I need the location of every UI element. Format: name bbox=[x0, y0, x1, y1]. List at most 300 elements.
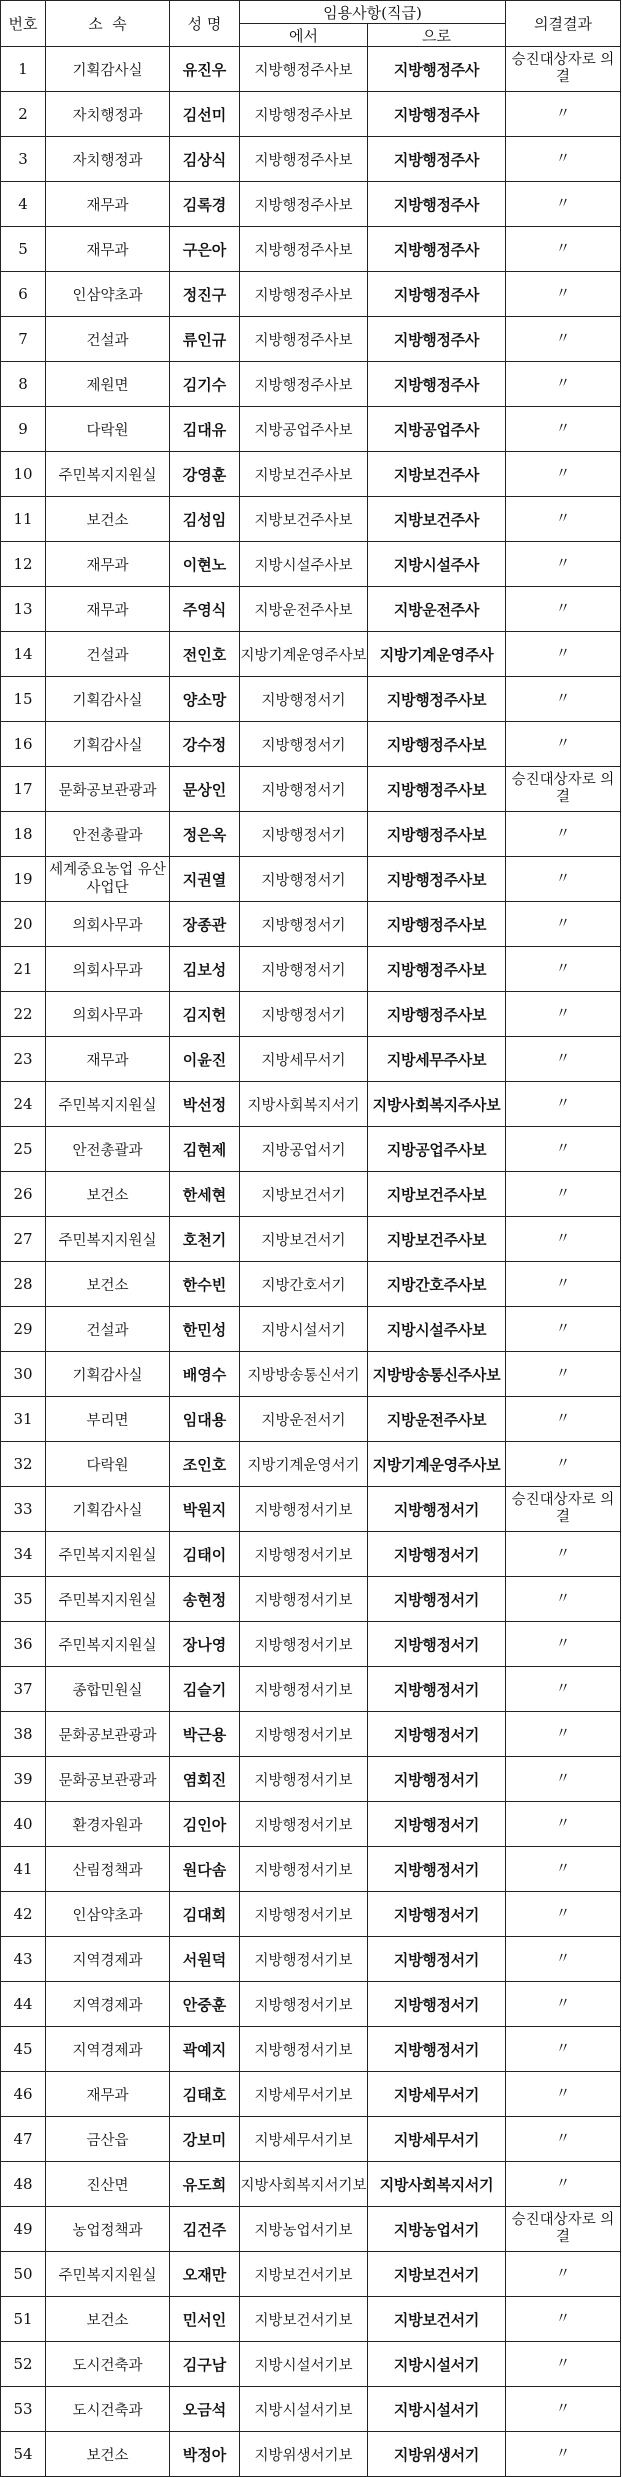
row-number: 49 bbox=[1, 2207, 46, 2252]
row-from-rank: 지방사회복지서기 bbox=[240, 1082, 368, 1127]
row-name: 강보미 bbox=[170, 2117, 240, 2162]
row-to-rank: 지방행정주사보 bbox=[368, 722, 506, 767]
row-result: 〃 bbox=[506, 902, 621, 947]
row-from-rank: 지방기계운영주사보 bbox=[240, 632, 368, 677]
row-department: 지역경제과 bbox=[46, 2027, 170, 2072]
row-result: 〃 bbox=[506, 1757, 621, 1802]
row-department: 주민복지지원실 bbox=[46, 452, 170, 497]
row-from-rank: 지방행정서기보 bbox=[240, 1757, 368, 1802]
row-department: 자치행정과 bbox=[46, 137, 170, 182]
row-result: 〃 bbox=[506, 272, 621, 317]
row-result: 〃 bbox=[506, 362, 621, 407]
row-result: 〃 bbox=[506, 227, 621, 272]
row-from-rank: 지방시설서기 bbox=[240, 1307, 368, 1352]
row-result: 〃 bbox=[506, 407, 621, 452]
row-department: 지역경제과 bbox=[46, 1982, 170, 2027]
row-number: 4 bbox=[1, 182, 46, 227]
row-from-rank: 지방공업주사보 bbox=[240, 407, 368, 452]
row-name: 한수빈 bbox=[170, 1262, 240, 1307]
row-from-rank: 지방기계운영서기 bbox=[240, 1442, 368, 1487]
row-name: 김구남 bbox=[170, 2342, 240, 2387]
row-department: 의회사무과 bbox=[46, 947, 170, 992]
row-from-rank: 지방운전서기 bbox=[240, 1397, 368, 1442]
row-number: 17 bbox=[1, 767, 46, 812]
row-from-rank: 지방행정서기보 bbox=[240, 1847, 368, 1892]
row-to-rank: 지방행정주사 bbox=[368, 362, 506, 407]
row-to-rank: 지방공업주사보 bbox=[368, 1127, 506, 1172]
row-from-rank: 지방세무서기보 bbox=[240, 2072, 368, 2117]
row-result: 〃 bbox=[506, 1037, 621, 1082]
row-to-rank: 지방행정서기 bbox=[368, 1577, 506, 1622]
row-to-rank: 지방행정서기 bbox=[368, 1712, 506, 1757]
row-from-rank: 지방행정주사보 bbox=[240, 137, 368, 182]
row-to-rank: 지방행정서기 bbox=[368, 1847, 506, 1892]
row-from-rank: 지방행정서기보 bbox=[240, 1487, 368, 1532]
row-department: 금산읍 bbox=[46, 2117, 170, 2162]
row-name: 김슬기 bbox=[170, 1667, 240, 1712]
row-to-rank: 지방보건주사 bbox=[368, 497, 506, 542]
row-name: 오재만 bbox=[170, 2252, 240, 2297]
row-department: 도시건축과 bbox=[46, 2342, 170, 2387]
row-number: 18 bbox=[1, 812, 46, 857]
row-to-rank: 지방보건서기 bbox=[368, 2252, 506, 2297]
table-row bbox=[1, 902, 621, 947]
row-to-rank: 지방보건주사보 bbox=[368, 1172, 506, 1217]
row-to-rank: 지방행정주사보 bbox=[368, 812, 506, 857]
row-department: 의회사무과 bbox=[46, 902, 170, 947]
row-department: 지역경제과 bbox=[46, 1937, 170, 1982]
table-row bbox=[1, 2252, 621, 2297]
row-department: 주민복지지원실 bbox=[46, 1532, 170, 1577]
row-name: 김태호 bbox=[170, 2072, 240, 2117]
table-row bbox=[1, 1082, 621, 1127]
row-name: 박선정 bbox=[170, 1082, 240, 1127]
row-number: 25 bbox=[1, 1127, 46, 1172]
row-result: 〃 bbox=[506, 2432, 621, 2477]
table-row bbox=[1, 1847, 621, 1892]
row-department: 재무과 bbox=[46, 542, 170, 587]
table-row bbox=[1, 1982, 621, 2027]
row-name: 송현정 bbox=[170, 1577, 240, 1622]
row-department: 농업정책과 bbox=[46, 2207, 170, 2252]
table-row bbox=[1, 812, 621, 857]
table-body bbox=[1, 47, 621, 2477]
row-name: 곽예지 bbox=[170, 2027, 240, 2072]
row-name: 구은아 bbox=[170, 227, 240, 272]
row-number: 23 bbox=[1, 1037, 46, 1082]
row-result: 승진대상자로 의결 bbox=[506, 767, 621, 812]
row-to-rank: 지방시설서기 bbox=[368, 2387, 506, 2432]
header-name: 성 명 bbox=[170, 1, 240, 47]
row-department: 부리면 bbox=[46, 1397, 170, 1442]
row-name: 김현제 bbox=[170, 1127, 240, 1172]
row-from-rank: 지방행정서기 bbox=[240, 857, 368, 902]
row-to-rank: 지방보건주사 bbox=[368, 452, 506, 497]
row-department: 문화공보관광과 bbox=[46, 767, 170, 812]
row-from-rank: 지방행정서기보 bbox=[240, 1667, 368, 1712]
table-row bbox=[1, 1487, 621, 1532]
row-result: 〃 bbox=[506, 1982, 621, 2027]
table-row bbox=[1, 857, 621, 902]
row-number: 8 bbox=[1, 362, 46, 407]
row-number: 11 bbox=[1, 497, 46, 542]
table-row bbox=[1, 2072, 621, 2117]
row-name: 김성임 bbox=[170, 497, 240, 542]
row-result: 〃 bbox=[506, 1307, 621, 1352]
row-from-rank: 지방행정주사보 bbox=[240, 182, 368, 227]
row-from-rank: 지방시설서기보 bbox=[240, 2342, 368, 2387]
row-to-rank: 지방세무서기 bbox=[368, 2117, 506, 2162]
row-to-rank: 지방행정주사보 bbox=[368, 947, 506, 992]
table-row bbox=[1, 1442, 621, 1487]
row-to-rank: 지방운전주사 bbox=[368, 587, 506, 632]
row-name: 문상인 bbox=[170, 767, 240, 812]
row-name: 이윤진 bbox=[170, 1037, 240, 1082]
table-row bbox=[1, 1802, 621, 1847]
row-to-rank: 지방기계운영주사 bbox=[368, 632, 506, 677]
row-from-rank: 지방세무서기 bbox=[240, 1037, 368, 1082]
row-number: 35 bbox=[1, 1577, 46, 1622]
row-to-rank: 지방행정서기 bbox=[368, 1757, 506, 1802]
row-result: 〃 bbox=[506, 317, 621, 362]
table-row bbox=[1, 1937, 621, 1982]
row-result: 〃 bbox=[506, 2252, 621, 2297]
row-number: 27 bbox=[1, 1217, 46, 1262]
row-department: 주민복지지원실 bbox=[46, 2252, 170, 2297]
row-number: 15 bbox=[1, 677, 46, 722]
row-from-rank: 지방행정서기보 bbox=[240, 2027, 368, 2072]
row-to-rank: 지방행정주사 bbox=[368, 272, 506, 317]
row-number: 50 bbox=[1, 2252, 46, 2297]
row-from-rank: 지방행정주사보 bbox=[240, 92, 368, 137]
row-number: 33 bbox=[1, 1487, 46, 1532]
row-from-rank: 지방행정서기 bbox=[240, 812, 368, 857]
row-number: 14 bbox=[1, 632, 46, 677]
row-result: 〃 bbox=[506, 1622, 621, 1667]
row-from-rank: 지방행정서기보 bbox=[240, 1532, 368, 1577]
row-to-rank: 지방행정주사보 bbox=[368, 767, 506, 812]
row-department: 보건소 bbox=[46, 1172, 170, 1217]
row-result: 〃 bbox=[506, 1172, 621, 1217]
row-name: 박근용 bbox=[170, 1712, 240, 1757]
row-from-rank: 지방행정서기보 bbox=[240, 1982, 368, 2027]
row-result: 〃 bbox=[506, 2072, 621, 2117]
header-to: 으로 bbox=[368, 24, 506, 47]
row-result: 〃 bbox=[506, 677, 621, 722]
row-result: 〃 bbox=[506, 587, 621, 632]
row-to-rank: 지방운전주사보 bbox=[368, 1397, 506, 1442]
table-row bbox=[1, 1622, 621, 1667]
row-department: 안전총괄과 bbox=[46, 1127, 170, 1172]
row-from-rank: 지방행정서기보 bbox=[240, 1622, 368, 1667]
header-no: 번호 bbox=[1, 1, 46, 47]
row-number: 39 bbox=[1, 1757, 46, 1802]
row-name: 김선미 bbox=[170, 92, 240, 137]
row-name: 한세현 bbox=[170, 1172, 240, 1217]
row-name: 김대회 bbox=[170, 1892, 240, 1937]
row-from-rank: 지방행정서기보 bbox=[240, 1802, 368, 1847]
row-result: 〃 bbox=[506, 1082, 621, 1127]
row-from-rank: 지방보건주사보 bbox=[240, 452, 368, 497]
row-result: 〃 bbox=[506, 542, 621, 587]
row-from-rank: 지방행정서기 bbox=[240, 677, 368, 722]
row-from-rank: 지방행정서기 bbox=[240, 902, 368, 947]
table-row bbox=[1, 362, 621, 407]
row-to-rank: 지방세무서기 bbox=[368, 2072, 506, 2117]
row-result: 〃 bbox=[506, 2162, 621, 2207]
row-department: 보건소 bbox=[46, 497, 170, 542]
row-department: 건설과 bbox=[46, 1307, 170, 1352]
row-number: 53 bbox=[1, 2387, 46, 2432]
row-department: 종합민원실 bbox=[46, 1667, 170, 1712]
row-result: 승진대상자로 의결 bbox=[506, 1487, 621, 1532]
row-number: 45 bbox=[1, 2027, 46, 2072]
table-row bbox=[1, 1712, 621, 1757]
row-number: 12 bbox=[1, 542, 46, 587]
row-name: 정은옥 bbox=[170, 812, 240, 857]
row-department: 건설과 bbox=[46, 632, 170, 677]
row-department: 문화공보관광과 bbox=[46, 1757, 170, 1802]
row-name: 서원덕 bbox=[170, 1937, 240, 1982]
row-department: 보건소 bbox=[46, 1262, 170, 1307]
row-name: 유도희 bbox=[170, 2162, 240, 2207]
row-name: 김록경 bbox=[170, 182, 240, 227]
row-number: 43 bbox=[1, 1937, 46, 1982]
row-name: 조인호 bbox=[170, 1442, 240, 1487]
table-row bbox=[1, 1532, 621, 1577]
row-department: 환경자원과 bbox=[46, 1802, 170, 1847]
row-result: 〃 bbox=[506, 1892, 621, 1937]
row-number: 42 bbox=[1, 1892, 46, 1937]
table-row bbox=[1, 1397, 621, 1442]
row-to-rank: 지방행정주사보 bbox=[368, 902, 506, 947]
row-name: 김대유 bbox=[170, 407, 240, 452]
row-department: 재무과 bbox=[46, 1037, 170, 1082]
row-department: 재무과 bbox=[46, 182, 170, 227]
row-number: 54 bbox=[1, 2432, 46, 2477]
row-department: 다락원 bbox=[46, 1442, 170, 1487]
row-to-rank: 지방시설주사 bbox=[368, 542, 506, 587]
row-result: 〃 bbox=[506, 2297, 621, 2342]
row-result: 〃 bbox=[506, 1937, 621, 1982]
row-name: 지권열 bbox=[170, 857, 240, 902]
table-row bbox=[1, 2387, 621, 2432]
row-name: 오금석 bbox=[170, 2387, 240, 2432]
row-department: 보건소 bbox=[46, 2432, 170, 2477]
table-row bbox=[1, 2162, 621, 2207]
row-from-rank: 지방보건서기보 bbox=[240, 2252, 368, 2297]
table-row bbox=[1, 1352, 621, 1397]
row-number: 9 bbox=[1, 407, 46, 452]
row-number: 26 bbox=[1, 1172, 46, 1217]
row-to-rank: 지방세무주사보 bbox=[368, 1037, 506, 1082]
row-from-rank: 지방행정서기보 bbox=[240, 1892, 368, 1937]
header-from: 에서 bbox=[240, 24, 368, 47]
row-result: 〃 bbox=[506, 1667, 621, 1712]
row-from-rank: 지방시설주사보 bbox=[240, 542, 368, 587]
row-number: 24 bbox=[1, 1082, 46, 1127]
row-number: 7 bbox=[1, 317, 46, 362]
row-name: 장종관 bbox=[170, 902, 240, 947]
row-to-rank: 지방시설주사보 bbox=[368, 1307, 506, 1352]
table-row bbox=[1, 317, 621, 362]
row-number: 19 bbox=[1, 857, 46, 902]
row-result: 〃 bbox=[506, 1577, 621, 1622]
row-to-rank: 지방행정주사 bbox=[368, 137, 506, 182]
row-department: 보건소 bbox=[46, 2297, 170, 2342]
row-result: 〃 bbox=[506, 1397, 621, 1442]
row-to-rank: 지방사회복지서기 bbox=[368, 2162, 506, 2207]
row-from-rank: 지방세무서기보 bbox=[240, 2117, 368, 2162]
table-row bbox=[1, 1262, 621, 1307]
row-name: 호천기 bbox=[170, 1217, 240, 1262]
row-result: 〃 bbox=[506, 1847, 621, 1892]
row-from-rank: 지방운전주사보 bbox=[240, 587, 368, 632]
table-row bbox=[1, 632, 621, 677]
row-to-rank: 지방위생서기 bbox=[368, 2432, 506, 2477]
table-row bbox=[1, 992, 621, 1037]
row-to-rank: 지방행정서기 bbox=[368, 1487, 506, 1532]
row-result: 승진대상자로 의결 bbox=[506, 47, 621, 92]
row-to-rank: 지방행정주사보 bbox=[368, 857, 506, 902]
row-result: 〃 bbox=[506, 992, 621, 1037]
row-result: 〃 bbox=[506, 452, 621, 497]
row-name: 김태이 bbox=[170, 1532, 240, 1577]
table-row bbox=[1, 767, 621, 812]
row-from-rank: 지방보건주사보 bbox=[240, 497, 368, 542]
row-department: 주민복지지원실 bbox=[46, 1622, 170, 1667]
row-number: 47 bbox=[1, 2117, 46, 2162]
row-to-rank: 지방행정주사 bbox=[368, 227, 506, 272]
row-number: 51 bbox=[1, 2297, 46, 2342]
row-to-rank: 지방행정서기 bbox=[368, 2027, 506, 2072]
row-name: 원다솜 bbox=[170, 1847, 240, 1892]
row-result: 〃 bbox=[506, 2117, 621, 2162]
row-from-rank: 지방시설서기보 bbox=[240, 2387, 368, 2432]
row-department: 의회사무과 bbox=[46, 992, 170, 1037]
row-to-rank: 지방행정서기 bbox=[368, 1622, 506, 1667]
row-from-rank: 지방농업서기보 bbox=[240, 2207, 368, 2252]
row-name: 전인호 bbox=[170, 632, 240, 677]
row-number: 20 bbox=[1, 902, 46, 947]
row-department: 자치행정과 bbox=[46, 92, 170, 137]
row-name: 염회진 bbox=[170, 1757, 240, 1802]
row-to-rank: 지방행정서기 bbox=[368, 1802, 506, 1847]
row-department: 다락원 bbox=[46, 407, 170, 452]
row-to-rank: 지방시설서기 bbox=[368, 2342, 506, 2387]
row-number: 21 bbox=[1, 947, 46, 992]
row-result: 〃 bbox=[506, 1127, 621, 1172]
row-number: 38 bbox=[1, 1712, 46, 1757]
row-to-rank: 지방행정주사보 bbox=[368, 677, 506, 722]
row-to-rank: 지방행정주사보 bbox=[368, 992, 506, 1037]
row-department: 진산면 bbox=[46, 2162, 170, 2207]
row-name: 김인아 bbox=[170, 1802, 240, 1847]
row-department: 인삼약초과 bbox=[46, 1892, 170, 1937]
row-from-rank: 지방행정주사보 bbox=[240, 47, 368, 92]
row-number: 30 bbox=[1, 1352, 46, 1397]
row-number: 46 bbox=[1, 2072, 46, 2117]
row-name: 김건주 bbox=[170, 2207, 240, 2252]
row-to-rank: 지방행정주사 bbox=[368, 92, 506, 137]
row-result: 〃 bbox=[506, 1802, 621, 1847]
table-row bbox=[1, 182, 621, 227]
table-row bbox=[1, 47, 621, 92]
row-result: 〃 bbox=[506, 497, 621, 542]
row-name: 장나영 bbox=[170, 1622, 240, 1667]
row-to-rank: 지방사회복지주사보 bbox=[368, 1082, 506, 1127]
row-from-rank: 지방방송통신서기 bbox=[240, 1352, 368, 1397]
row-from-rank: 지방행정주사보 bbox=[240, 317, 368, 362]
row-from-rank: 지방행정서기 bbox=[240, 767, 368, 812]
table-row bbox=[1, 542, 621, 587]
header-appointment: 임용사항(직급) bbox=[240, 1, 506, 24]
row-result: 〃 bbox=[506, 1442, 621, 1487]
table-row bbox=[1, 587, 621, 632]
row-name: 김기수 bbox=[170, 362, 240, 407]
row-from-rank: 지방보건서기보 bbox=[240, 2297, 368, 2342]
row-department: 도시건축과 bbox=[46, 2387, 170, 2432]
header-dept: 소 속 bbox=[46, 1, 170, 47]
row-number: 48 bbox=[1, 2162, 46, 2207]
row-name: 양소망 bbox=[170, 677, 240, 722]
row-name: 안중훈 bbox=[170, 1982, 240, 2027]
row-number: 31 bbox=[1, 1397, 46, 1442]
row-name: 정진구 bbox=[170, 272, 240, 317]
row-name: 민서인 bbox=[170, 2297, 240, 2342]
row-to-rank: 지방보건주사보 bbox=[368, 1217, 506, 1262]
row-number: 6 bbox=[1, 272, 46, 317]
table-row bbox=[1, 1037, 621, 1082]
row-department: 건설과 bbox=[46, 317, 170, 362]
row-to-rank: 지방농업서기 bbox=[368, 2207, 506, 2252]
row-department: 안전총괄과 bbox=[46, 812, 170, 857]
row-name: 배영수 bbox=[170, 1352, 240, 1397]
row-number: 28 bbox=[1, 1262, 46, 1307]
table-row bbox=[1, 227, 621, 272]
row-result: 〃 bbox=[506, 1712, 621, 1757]
table-row bbox=[1, 1127, 621, 1172]
row-department: 기획감사실 bbox=[46, 1352, 170, 1397]
table-row bbox=[1, 2117, 621, 2162]
row-number: 13 bbox=[1, 587, 46, 632]
row-department: 기획감사실 bbox=[46, 47, 170, 92]
row-result: 〃 bbox=[506, 632, 621, 677]
row-department: 주민복지지원실 bbox=[46, 1217, 170, 1262]
table-row bbox=[1, 677, 621, 722]
row-department: 세계중요농업 유산사업단 bbox=[46, 857, 170, 902]
row-number: 16 bbox=[1, 722, 46, 767]
row-result: 〃 bbox=[506, 1532, 621, 1577]
row-result: 〃 bbox=[506, 2387, 621, 2432]
row-to-rank: 지방행정서기 bbox=[368, 1892, 506, 1937]
row-number: 2 bbox=[1, 92, 46, 137]
row-department: 산림정책과 bbox=[46, 1847, 170, 1892]
row-name: 김지헌 bbox=[170, 992, 240, 1037]
row-number: 32 bbox=[1, 1442, 46, 1487]
row-name: 강영훈 bbox=[170, 452, 240, 497]
row-number: 29 bbox=[1, 1307, 46, 1352]
table-row bbox=[1, 92, 621, 137]
row-result: 〃 bbox=[506, 137, 621, 182]
table-row bbox=[1, 497, 621, 542]
row-number: 22 bbox=[1, 992, 46, 1037]
row-number: 40 bbox=[1, 1802, 46, 1847]
row-result: 〃 bbox=[506, 947, 621, 992]
header-result: 의결결과 bbox=[506, 1, 621, 47]
row-from-rank: 지방행정서기 bbox=[240, 992, 368, 1037]
row-number: 10 bbox=[1, 452, 46, 497]
